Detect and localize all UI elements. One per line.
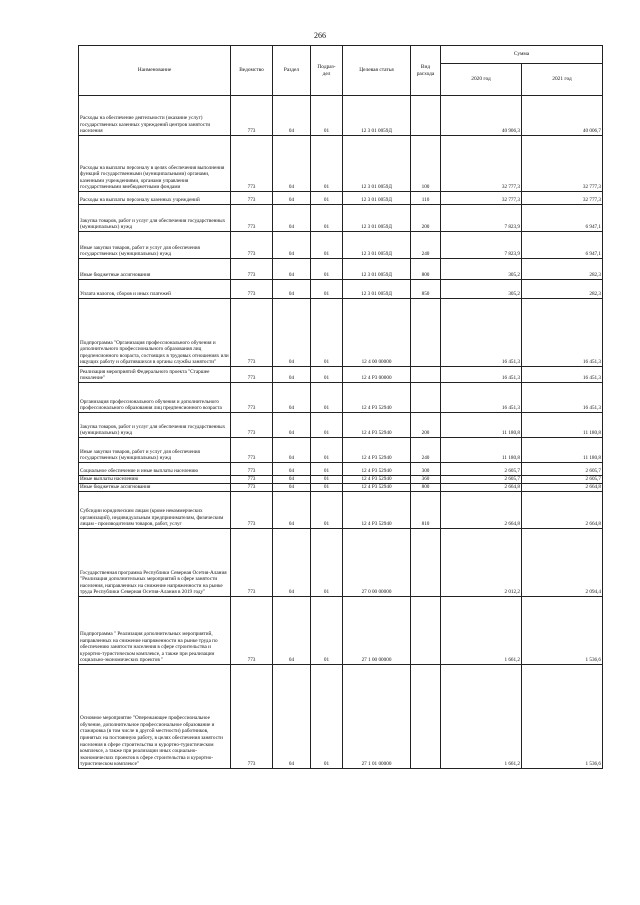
row-podrazdel: 01 xyxy=(311,476,343,484)
table-row xyxy=(79,136,603,192)
row-vid-rashoda: 240 xyxy=(411,232,441,259)
row-vid-rashoda: 810 xyxy=(411,492,441,529)
row-amount-2020: 2 605,7 xyxy=(441,476,522,484)
row-vedomstvo: 773 xyxy=(231,205,273,232)
row-podrazdel: 01 xyxy=(311,280,343,299)
row-vedomstvo: 773 xyxy=(231,136,273,192)
row-celevaya-statya: 12 4 P3 52940 xyxy=(343,413,411,438)
header-celevaya: Целевая статья xyxy=(343,46,411,96)
row-celevaya-statya: 12 4 P3 52940 xyxy=(343,484,411,492)
row-celevaya-statya: 12 4 P3 52940 xyxy=(343,383,411,413)
row-celevaya-statya: 12 3 01 0059Д xyxy=(343,205,411,232)
row-amount-2021: 40 006,7 xyxy=(522,96,603,136)
table-row xyxy=(79,259,603,280)
table-body xyxy=(79,96,603,769)
row-razdel: 04 xyxy=(273,665,311,769)
row-amount-2020: 305,2 xyxy=(441,259,522,280)
row-razdel: 04 xyxy=(273,136,311,192)
row-name: Расходы на выплаты персоналу в целях обеспечения выполнения функций государственными (муниципальными) органами, казенными учреждениями, органами управления государственными внебюджетными фондами xyxy=(79,136,231,192)
row-podrazdel: 01 xyxy=(311,136,343,192)
row-celevaya-statya: 12 3 01 0059Д xyxy=(343,96,411,136)
row-celevaya-statya: 12 3 01 0059Д xyxy=(343,232,411,259)
row-razdel: 04 xyxy=(273,484,311,492)
row-amount-2021: 2 664,8 xyxy=(522,484,603,492)
row-podrazdel: 01 xyxy=(311,492,343,529)
row-vid-rashoda xyxy=(411,597,441,665)
row-amount-2020: 32 777,3 xyxy=(441,136,522,192)
row-name: Субсидии юридическим лицам (кроме некоммерческих организаций), индивидуальным предпринимателям, физическим лицам - производителям товаров, работ, услуг xyxy=(79,492,231,529)
header-summa: Сумма xyxy=(441,46,603,64)
row-vedomstvo: 773 xyxy=(231,367,273,383)
row-vedomstvo: 773 xyxy=(231,280,273,299)
table-row xyxy=(79,383,603,413)
row-amount-2021: 2 605,7 xyxy=(522,476,603,484)
row-vid-rashoda: 360 xyxy=(411,476,441,484)
row-razdel: 04 xyxy=(273,438,311,463)
row-name: Закупка товаров, работ и услуг для обеспечения государственных (муниципальных) нужд xyxy=(79,413,231,438)
row-name: Основное мероприятие "Опережающее профессиональное обучение, дополнительное профессиональное образование и стажировка (в том числе в другой местности) работников, принятых на постоянную работу, в целях обеспечения занятости населения в сфере строительства и курортно-туристическом комплексе, а также при реализации иных социально-экономических проектов в сфере строительства и курортно-туристическом комплексе" xyxy=(79,665,231,769)
row-vid-rashoda: 200 xyxy=(411,413,441,438)
row-amount-2021: 282,3 xyxy=(522,259,603,280)
row-vedomstvo: 773 xyxy=(231,259,273,280)
table-row xyxy=(79,367,603,383)
row-celevaya-statya: 12 3 01 0059Д xyxy=(343,280,411,299)
row-vedomstvo: 773 xyxy=(231,413,273,438)
row-razdel: 04 xyxy=(273,96,311,136)
table-row xyxy=(79,484,603,492)
row-name: Подпрограмма " Реализация дополнительных мероприятий, направленных на снижение напряженности на рынке труда по обеспечению занятости населения в сфере строительства и курортно-туристическом комплексе, а также при реализации социально-экономических проектов " xyxy=(79,597,231,665)
row-amount-2021: 16 451,3 xyxy=(522,383,603,413)
row-name: Уплата налогов, сборов и иных платежей xyxy=(79,280,231,299)
row-amount-2021: 2 664,8 xyxy=(522,492,603,529)
row-celevaya-statya: 12 4 P3 00000 xyxy=(343,367,411,383)
row-amount-2021: 1 536,6 xyxy=(522,665,603,769)
row-vid-rashoda: 800 xyxy=(411,259,441,280)
row-vedomstvo: 773 xyxy=(231,192,273,205)
table-row xyxy=(79,665,603,769)
row-podrazdel: 01 xyxy=(311,232,343,259)
row-amount-2020: 32 777,3 xyxy=(441,192,522,205)
row-celevaya-statya: 27 1 00 00000 xyxy=(343,597,411,665)
row-razdel: 04 xyxy=(273,476,311,484)
row-vid-rashoda: 100 xyxy=(411,136,441,192)
row-vid-rashoda xyxy=(411,529,441,597)
row-name: Реализация мероприятий Федерального проекта "Старшее поколение" xyxy=(79,367,231,383)
row-vid-rashoda: 300 xyxy=(411,463,441,476)
row-vedomstvo: 773 xyxy=(231,96,273,136)
row-amount-2021: 32 777,3 xyxy=(522,192,603,205)
row-podrazdel: 01 xyxy=(311,413,343,438)
row-amount-2020: 2 605,7 xyxy=(441,463,522,476)
row-name: Иные закупки товаров, работ и услуг для обеспечения государственных (муниципальных) нужд xyxy=(79,438,231,463)
row-vid-rashoda: 240 xyxy=(411,438,441,463)
row-name: Расходы на выплаты персоналу казенных учреждений xyxy=(79,192,231,205)
row-vid-rashoda: 800 xyxy=(411,484,441,492)
row-amount-2020: 11 180,8 xyxy=(441,413,522,438)
row-amount-2021: 32 777,3 xyxy=(522,136,603,192)
table-row xyxy=(79,476,603,484)
row-amount-2021: 11 180,8 xyxy=(522,413,603,438)
row-amount-2021: 2 094,4 xyxy=(522,529,603,597)
row-razdel: 04 xyxy=(273,529,311,597)
row-vedomstvo: 773 xyxy=(231,665,273,769)
row-podrazdel: 01 xyxy=(311,192,343,205)
table-row xyxy=(79,96,603,136)
budget-table xyxy=(78,45,603,769)
row-razdel: 04 xyxy=(273,232,311,259)
row-celevaya-statya: 12 4 P3 52940 xyxy=(343,463,411,476)
table-row xyxy=(79,280,603,299)
row-amount-2020: 40 906,3 xyxy=(441,96,522,136)
row-vid-rashoda xyxy=(411,96,441,136)
row-razdel: 04 xyxy=(273,280,311,299)
header-vedomstvo: Ведомство xyxy=(231,46,273,96)
row-name: Расходы на обеспечение деятельности (оказание услуг) государственных казенных учреждений центров занятости населения xyxy=(79,96,231,136)
row-podrazdel: 01 xyxy=(311,484,343,492)
row-amount-2020: 305,2 xyxy=(441,280,522,299)
row-podrazdel: 01 xyxy=(311,665,343,769)
row-vedomstvo: 773 xyxy=(231,232,273,259)
row-podrazdel: 01 xyxy=(311,259,343,280)
row-razdel: 04 xyxy=(273,259,311,280)
row-celevaya-statya: 12 4 P3 52940 xyxy=(343,492,411,529)
row-vid-rashoda xyxy=(411,367,441,383)
row-amount-2021: 6 947,1 xyxy=(522,205,603,232)
row-podrazdel: 01 xyxy=(311,367,343,383)
row-name: Государственная программа Республики Северная Осетия-Алания "Реализация дополнительных мероприятий в сфере занятости населения, направленных на снижение напряженности на рынке труда Республики Северная Осетия-Алания в 2019 году" xyxy=(79,529,231,597)
row-razdel: 04 xyxy=(273,463,311,476)
row-vid-rashoda: 110 xyxy=(411,192,441,205)
table-row xyxy=(79,205,603,232)
row-razdel: 04 xyxy=(273,205,311,232)
header-podrazdel: Подраз- дел xyxy=(311,46,343,96)
row-vedomstvo: 773 xyxy=(231,383,273,413)
table-row xyxy=(79,597,603,665)
row-razdel: 04 xyxy=(273,413,311,438)
row-celevaya-statya: 12 3 01 0059Д xyxy=(343,192,411,205)
row-razdel: 04 xyxy=(273,492,311,529)
row-vedomstvo: 773 xyxy=(231,492,273,529)
row-celevaya-statya: 27 0 00 00000 xyxy=(343,529,411,597)
page-number: 266 xyxy=(314,31,326,40)
row-amount-2020: 7 823,9 xyxy=(441,205,522,232)
row-amount-2020: 1 661,2 xyxy=(441,665,522,769)
row-celevaya-statya: 12 4 00 00000 xyxy=(343,299,411,367)
row-vedomstvo: 773 xyxy=(231,484,273,492)
row-amount-2020: 1 661,2 xyxy=(441,597,522,665)
row-amount-2020: 2 664,8 xyxy=(441,484,522,492)
table-row xyxy=(79,413,603,438)
row-razdel: 04 xyxy=(273,192,311,205)
row-vedomstvo: 773 xyxy=(231,463,273,476)
row-amount-2020: 11 180,8 xyxy=(441,438,522,463)
row-podrazdel: 01 xyxy=(311,438,343,463)
row-vid-rashoda: 850 xyxy=(411,280,441,299)
row-podrazdel: 01 xyxy=(311,299,343,367)
row-amount-2021: 16 451,3 xyxy=(522,299,603,367)
row-amount-2021: 6 947,1 xyxy=(522,232,603,259)
header-name: Наименование xyxy=(79,46,231,96)
row-podrazdel: 01 xyxy=(311,96,343,136)
row-name: Иные бюджетные ассигнования xyxy=(79,484,231,492)
row-podrazdel: 01 xyxy=(311,463,343,476)
row-vedomstvo: 773 xyxy=(231,476,273,484)
table-row xyxy=(79,232,603,259)
row-razdel: 04 xyxy=(273,597,311,665)
row-name: Иные бюджетные ассигнования xyxy=(79,259,231,280)
header-2020: 2020 год xyxy=(441,64,522,96)
row-vid-rashoda: 200 xyxy=(411,205,441,232)
row-podrazdel: 01 xyxy=(311,205,343,232)
row-amount-2021: 2 605,7 xyxy=(522,463,603,476)
row-name: Подпрограмма "Организация профессионального обучения и дополнительного профессионального образования лиц предпенсионного возраста, состоящих в трудовых отношениях или ищущих работу и обратившихся в органы службы занятости" xyxy=(79,299,231,367)
row-name: Организация профессионального обучения и дополнительного профессионального образования лиц предпенсионного возраста xyxy=(79,383,231,413)
row-razdel: 04 xyxy=(273,367,311,383)
row-vedomstvo: 773 xyxy=(231,597,273,665)
row-vedomstvo: 773 xyxy=(231,529,273,597)
row-name: Иные выплаты населению xyxy=(79,476,231,484)
table-row xyxy=(79,463,603,476)
header-razdel: Раздел xyxy=(273,46,311,96)
row-amount-2020: 16 451,3 xyxy=(441,367,522,383)
row-vid-rashoda xyxy=(411,299,441,367)
table-row xyxy=(79,492,603,529)
row-amount-2021: 282,3 xyxy=(522,280,603,299)
row-amount-2020: 2 664,8 xyxy=(441,492,522,529)
row-amount-2021: 11 180,8 xyxy=(522,438,603,463)
row-podrazdel: 01 xyxy=(311,529,343,597)
row-celevaya-statya: 12 4 P3 52940 xyxy=(343,438,411,463)
table-row xyxy=(79,299,603,367)
row-celevaya-statya: 12 3 01 0059Д xyxy=(343,136,411,192)
table-row xyxy=(79,529,603,597)
row-vid-rashoda xyxy=(411,383,441,413)
row-vedomstvo: 773 xyxy=(231,299,273,367)
row-amount-2021: 16 451,3 xyxy=(522,367,603,383)
row-podrazdel: 01 xyxy=(311,597,343,665)
row-amount-2020: 2 012,2 xyxy=(441,529,522,597)
row-vid-rashoda xyxy=(411,665,441,769)
row-celevaya-statya: 27 1 01 00000 xyxy=(343,665,411,769)
row-name: Закупка товаров, работ и услуг для обеспечения государственных (муниципальных) нужд xyxy=(79,205,231,232)
header-vid: Вид расхода xyxy=(411,46,441,96)
row-amount-2020: 7 823,9 xyxy=(441,232,522,259)
row-vedomstvo: 773 xyxy=(231,438,273,463)
row-amount-2020: 16 451,3 xyxy=(441,299,522,367)
row-podrazdel: 01 xyxy=(311,383,343,413)
row-razdel: 04 xyxy=(273,299,311,367)
row-name: Социальное обеспечение и иные выплаты населению xyxy=(79,463,231,476)
row-amount-2020: 16 451,3 xyxy=(441,383,522,413)
row-name: Иные закупки товаров, работ и услуг для обеспечения государственных (муниципальных) нужд xyxy=(79,232,231,259)
table-row xyxy=(79,438,603,463)
table-row xyxy=(79,192,603,205)
row-celevaya-statya: 12 4 P3 52940 xyxy=(343,476,411,484)
row-amount-2021: 1 536,6 xyxy=(522,597,603,665)
row-razdel: 04 xyxy=(273,383,311,413)
row-celevaya-statya: 12 3 01 0059Д xyxy=(343,259,411,280)
header-2021: 2021 год xyxy=(522,64,603,96)
